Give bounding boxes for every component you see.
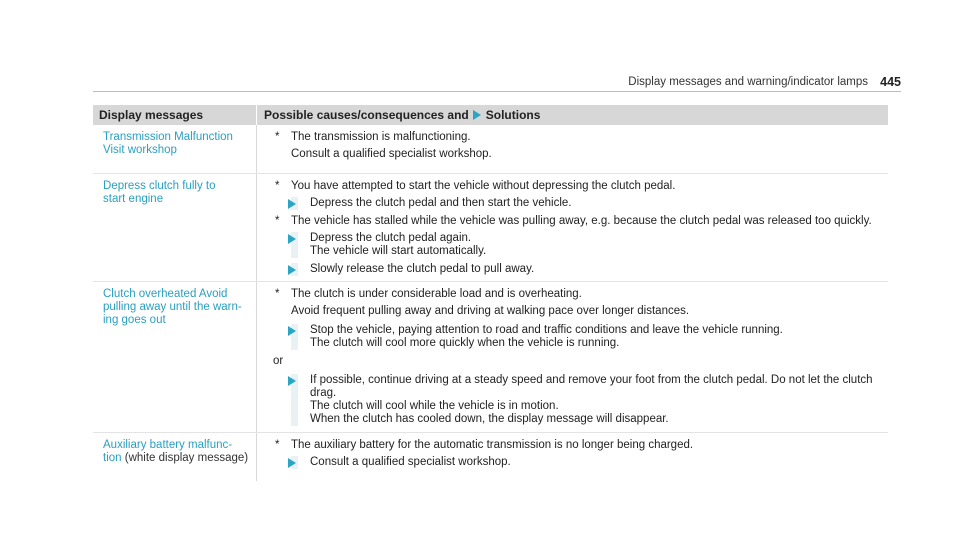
page-number: 445 [880,75,901,89]
message-line: Clutch overheated Avoid [103,288,228,300]
cause-item: * The clutch is under considerable load and is overheating. [275,288,582,300]
message-note: (white display message) [124,452,249,464]
col-header-causes-label: Possible causes/consequences and [264,108,469,122]
cause-detail: Avoid frequent pulling away and driving at walking pace over longer distances. [291,305,690,317]
causes-cell [257,174,888,281]
action-arrow-icon [288,199,296,209]
action-step: Consult a qualified specialist workshop. [291,456,880,469]
table-row [93,174,888,282]
table-row [93,433,888,481]
display-message [93,282,257,432]
table-row [93,282,888,433]
message-line: start engine [103,193,164,205]
message-line: Auxiliary battery malfunc- [103,439,233,451]
display-message [93,174,257,281]
message-line: Transmission Malfunction [103,131,233,143]
cause-detail: Consult a qualified specialist workshop. [291,148,492,160]
col-header-causes [257,108,888,122]
message-line: Depress clutch fully to [103,180,216,192]
action-arrow-icon [288,234,296,244]
cause-item: * The vehicle has stalled while the vehicle was pulling away, e.g. because the clutch pedal was released too quickly. [275,215,872,227]
messages-table [93,105,888,481]
running-header: Display messages and warning/indicator lamps [628,76,868,88]
table-header [93,105,888,125]
action-arrow-icon [288,376,296,386]
action-arrow-icon [288,458,296,468]
cause-item: * The auxiliary battery for the automatic transmission is no longer being charged. [275,439,694,451]
causes-cell [257,125,888,173]
header-rule [93,91,901,92]
causes-cell [257,282,888,432]
col-header-messages: Display messages [93,105,257,125]
action-step: Depress the clutch pedal and then start the vehicle. [291,197,880,210]
cause-item: * The transmission is malfunctioning. [275,131,471,143]
or-separator: or [273,355,284,367]
causes-cell [257,433,888,481]
col-header-solutions-label: Solutions [485,108,541,122]
action-step: Stop the vehicle, paying attention to road and traffic conditions and leave the vehicle running. The clutch will cool more quickly when the vehicle is running. [291,324,880,350]
action-step: Slowly release the clutch pedal to pull away. [291,263,880,276]
table-row [93,125,888,174]
message-line: tion (white display message) [103,452,249,464]
message-line: Visit workshop [103,144,177,156]
solution-arrow-icon [473,110,481,120]
message-line: ing goes out [103,314,166,326]
message-line: pulling away until the warn- [103,301,242,313]
action-step: Depress the clutch pedal again. The vehicle will start automatically. [291,232,880,258]
action-step: If possible, continue driving at a steady speed and remove your foot from the clutch pedal. Do not let the clutch drag. The clutch will cool while the vehicle is in motion. When the clutch has cooled down, the display message will disappear. [291,374,880,426]
action-arrow-icon [288,265,296,275]
display-message [93,125,257,173]
display-message [93,433,257,481]
cause-item: * You have attempted to start the vehicle without depressing the clutch pedal. [275,180,676,192]
action-arrow-icon [288,326,296,336]
